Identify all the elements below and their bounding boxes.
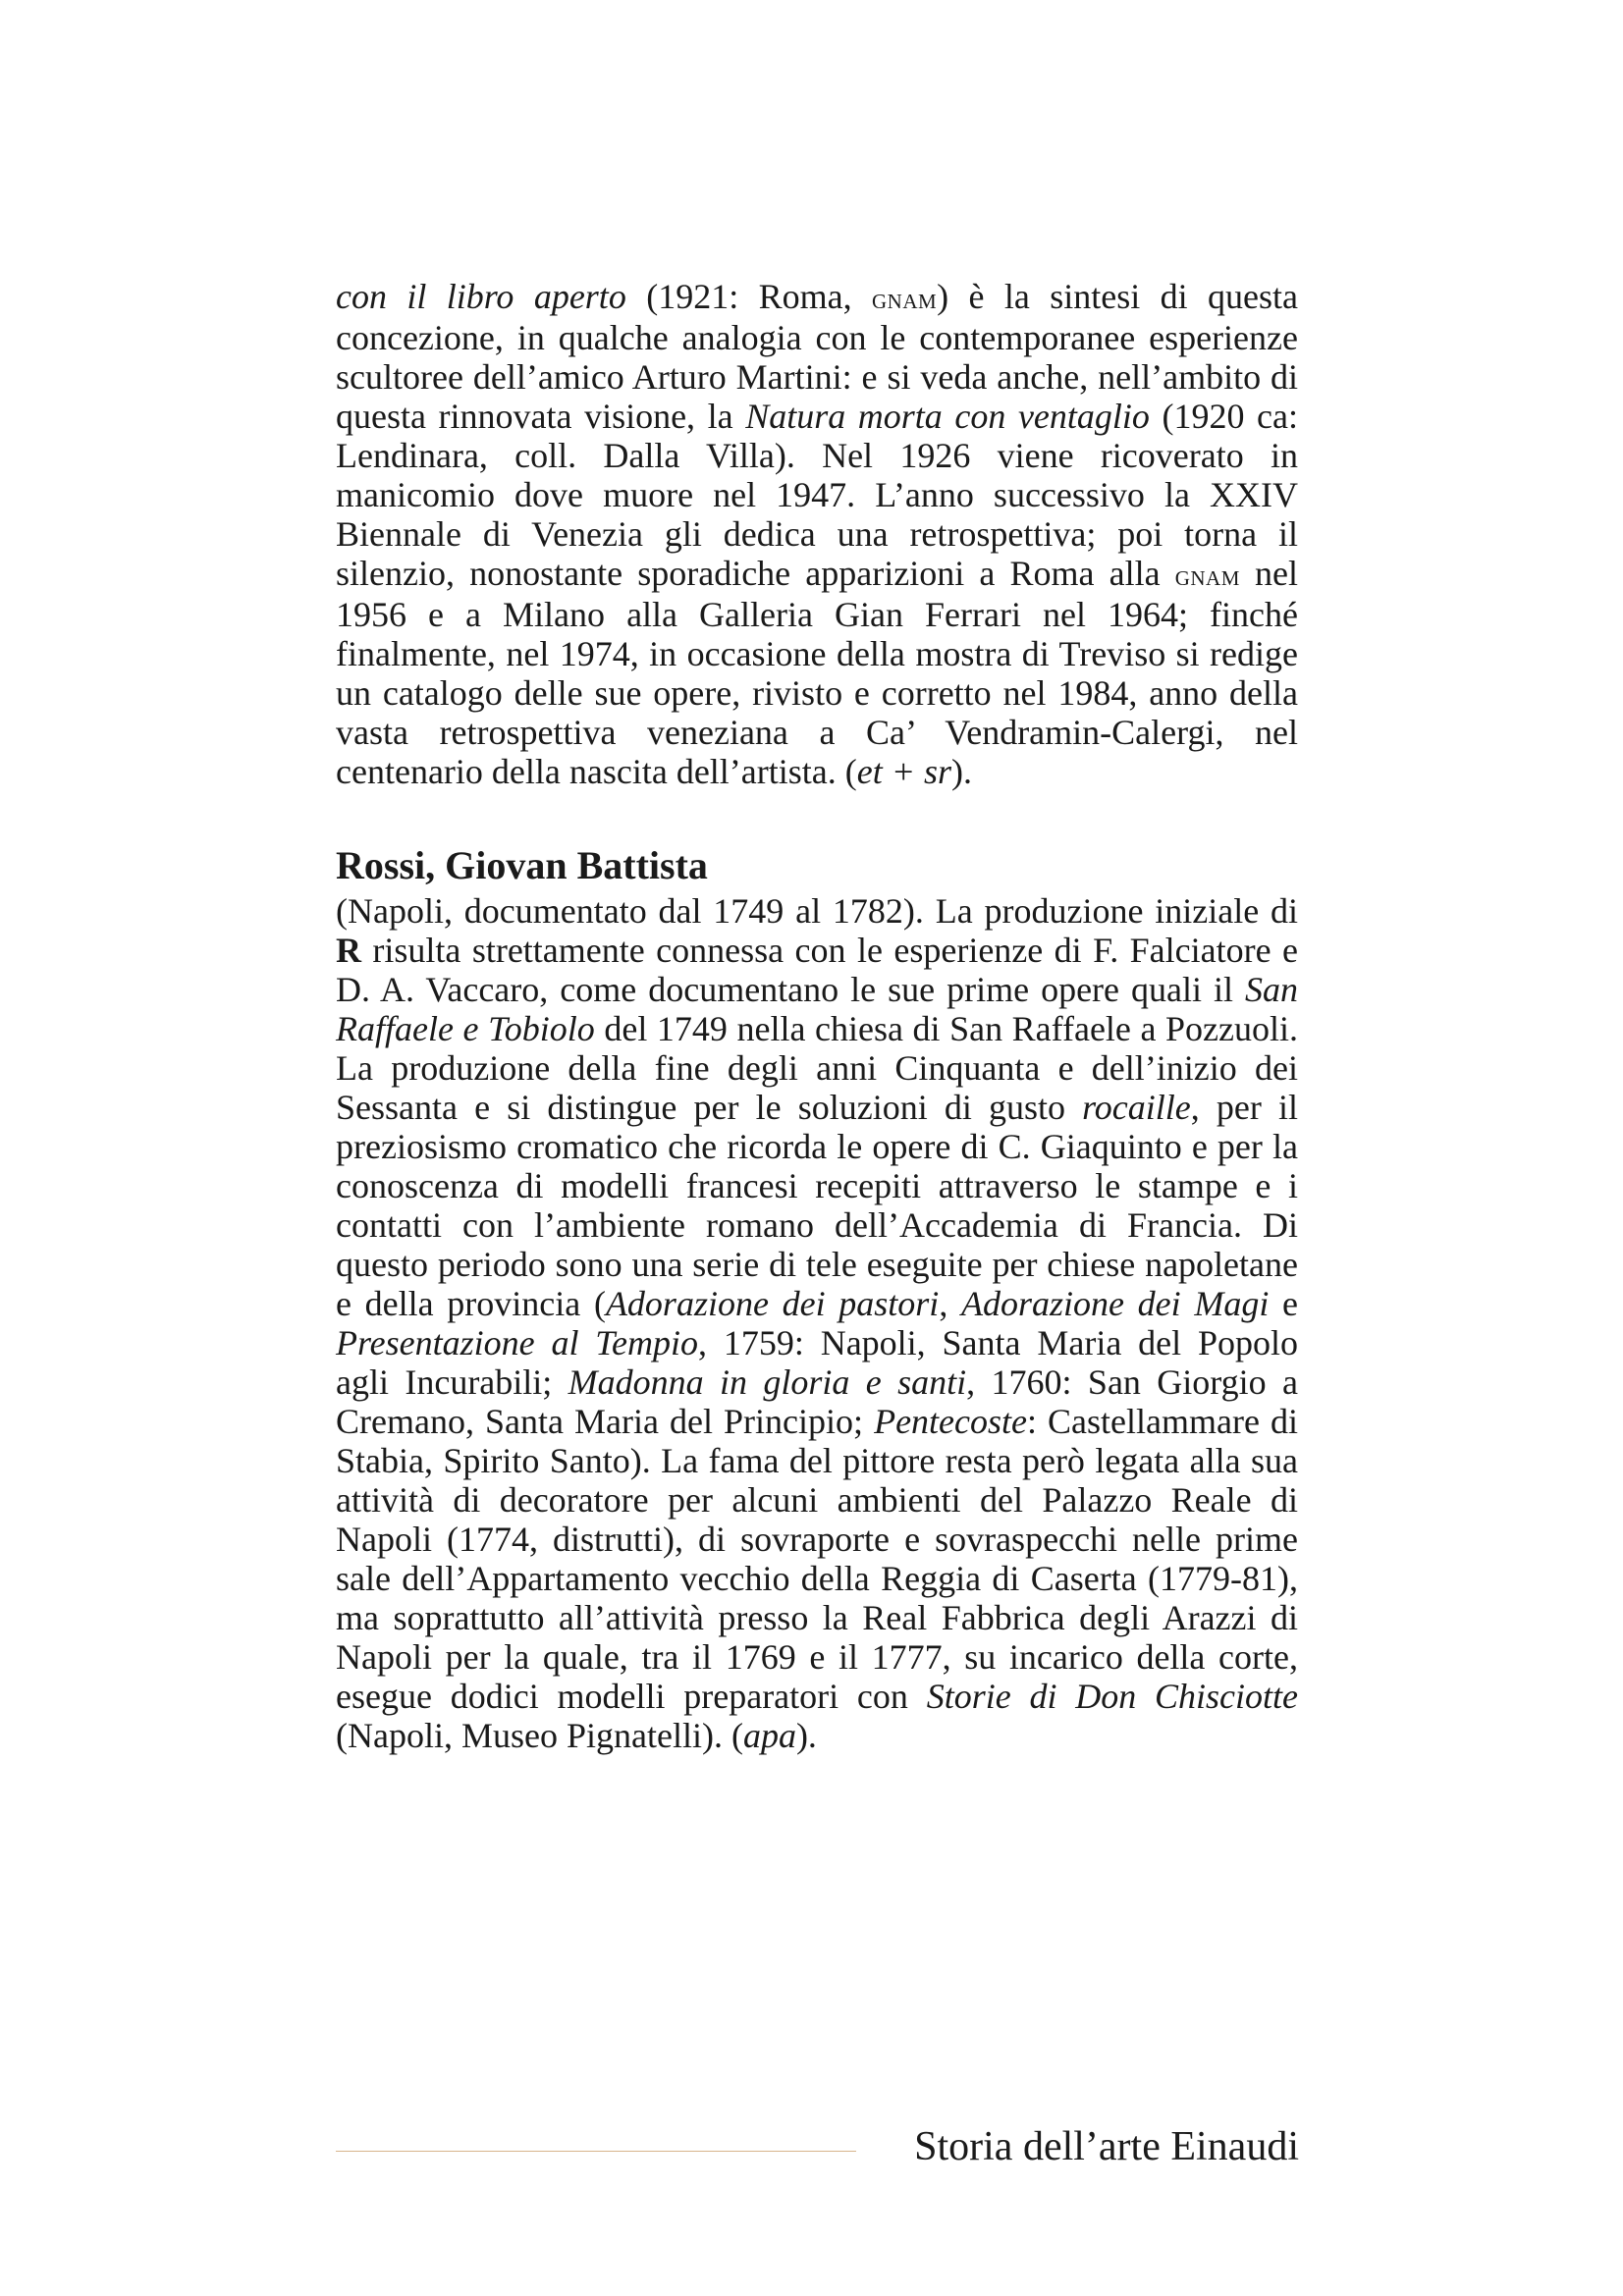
- footer-title: Storia dell’arte Einaudi: [914, 2124, 1299, 2169]
- text-run: nel 1956 e a Milano alla Galleria Gian Ferrari nel 1964; finché finalmente, nel 1974, in occasione della mostra di Treviso si redige un catalogo delle sue opere, rivisto e corretto nel 1984, anno della vasta retrospettiva veneziana a Ca’ Vendramin-Calergi, nel centenario della nascita dell’artista. (: [336, 554, 1298, 791]
- text-run: (1920 ca: Lendinara, coll. Dalla Villa). Nel 1926 viene ricoverato in manicomio dove muore nel 1947. L’anno successivo la XXIV Biennale di Venezia gli dedica una retrospettiva; poi torna il silenzio, nonostante sporadiche apparizioni a Roma alla: [336, 397, 1299, 593]
- artwork-title: Storie di Don Chisciotte: [926, 1677, 1298, 1716]
- text-run: ).: [951, 752, 973, 791]
- entry-initial: R: [336, 931, 361, 970]
- footer-rule: [336, 2151, 856, 2152]
- text-run: , 1759: Napoli, Santa Maria del Popolo agli Incurabili;: [336, 1323, 1298, 1402]
- artwork-title: Natura morta con ventaglio: [745, 397, 1150, 436]
- text-run: : Castellammare di Stabia, Spirito Santo). La fama del pittore resta però legata alla sua attività di decoratore per alcuni ambienti del Palazzo Reale di Napoli (1774, distrutti), di sovraporte e sovraspecchi nelle prime sale dell’Appartamento vecchio della Reggia di Caserta (1779-81), ma soprattutto all’attività presso la Real Fabbrica degli Arazzi di Napoli per la quale, tra il 1769 e il 1777, su incarico della corte, esegue dodici modelli preparatori con: [336, 1402, 1298, 1716]
- text-run: (1921: Roma,: [625, 277, 872, 316]
- museum-abbrev: gnam: [871, 282, 938, 315]
- artwork-title: con il libro aperto: [336, 277, 626, 316]
- text-run: risulta strettamente connessa con le esperienze di F. Falciatore e D. A. Vaccaro, come documentano le sue prime opere quali il: [336, 931, 1298, 1009]
- artwork-title: Adorazione dei Magi: [961, 1284, 1270, 1323]
- text-run: ,: [939, 1284, 961, 1323]
- style-term: rocaille: [1082, 1088, 1191, 1127]
- artwork-title: San Raffaele e Tobiolo: [336, 970, 1298, 1048]
- entry-heading: Rossi, Giovan Battista: [336, 843, 708, 887]
- main-text-column: [336, 277, 1298, 1755]
- intro-paragraph: [336, 277, 1298, 791]
- author-signature: et + sr: [856, 752, 952, 791]
- museum-abbrev: gnam: [1174, 559, 1240, 592]
- text-run: , 1760: San Giorgio a Cremano, Santa Maria del Principio;: [336, 1362, 1298, 1441]
- artwork-title: Presentazione al Tempio: [336, 1323, 699, 1362]
- author-signature: apa: [742, 1716, 796, 1755]
- text-run: ) è la sintesi di questa concezione, in qualche analogia con le contemporanee esperienze scultoree dell’amico Arturo Martini: e si veda anche, nell’ambito di questa rinnovata visione, la: [336, 277, 1299, 436]
- artwork-title: Adorazione dei pastori: [605, 1284, 940, 1323]
- text-run: (Napoli, Museo Pignatelli). (: [336, 1716, 743, 1755]
- text-run: (Napoli, documentato dal 1749 al 1782). La produzione iniziale di: [336, 891, 1298, 931]
- text-run: e: [1269, 1284, 1299, 1323]
- text-run: del 1749 nella chiesa di San Raffaele a Pozzuoli. La produzione della fine degli anni Cinquanta e dell’inizio dei Sessanta e si distingue per le soluzioni di gusto: [336, 1009, 1299, 1127]
- text-run: ).: [795, 1716, 817, 1755]
- artwork-title: Pentecoste: [874, 1402, 1027, 1441]
- text-run: , per il preziosismo cromatico che ricorda le opere di C. Giaquinto e per la conoscenza di modelli francesi recepiti attraverso le stampe e i contatti con l’ambiente romano dell’Accademia di Francia. Di questo periodo sono una serie di tele eseguite per chiese napoletane e della provincia (: [336, 1088, 1298, 1323]
- artwork-title: Madonna in gloria e santi: [568, 1362, 967, 1402]
- entry-paragraph: [336, 891, 1298, 1755]
